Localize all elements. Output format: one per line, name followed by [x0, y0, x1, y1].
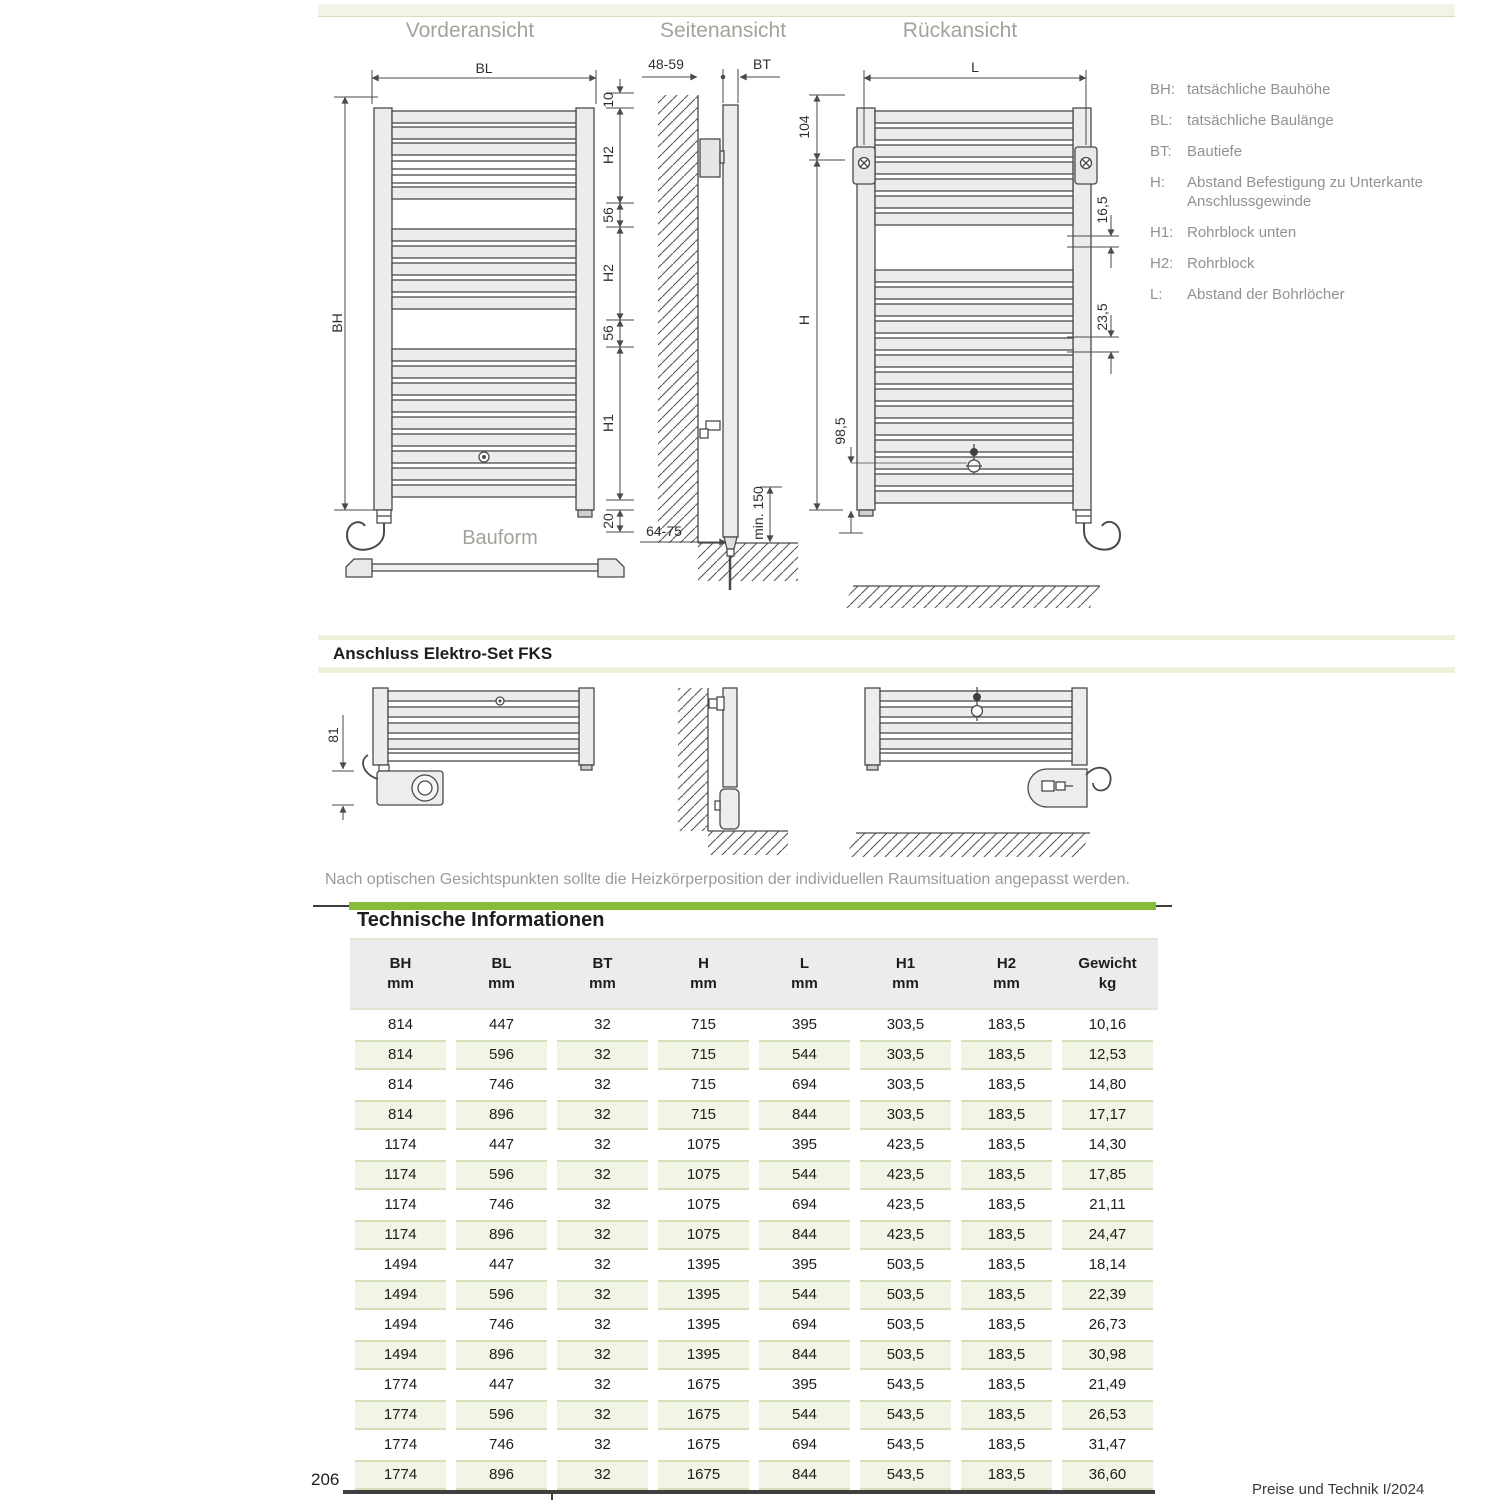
table-cell: 1774	[355, 1460, 446, 1490]
front-view-drawing	[320, 55, 650, 630]
table-cell: 32	[557, 1340, 648, 1370]
table-cell: 183,5	[961, 1160, 1052, 1190]
legend-item	[1150, 111, 1450, 130]
column-header-l: L mm	[791, 955, 818, 992]
table-cell: 1075	[658, 1160, 749, 1190]
column-header-bh: BH mm	[387, 955, 414, 992]
legend-key: H:	[1150, 174, 1165, 191]
legend-item	[1150, 142, 1450, 161]
table-header-row	[350, 938, 1158, 1010]
table-body	[350, 1010, 1158, 1490]
table-cell: 896	[456, 1340, 547, 1370]
rear-view-drawing	[795, 55, 1135, 630]
dim-label-10: 10	[600, 92, 616, 108]
legend-key: H2:	[1150, 255, 1174, 272]
table-cell: 32	[594, 1376, 611, 1393]
dimension-legend	[1150, 80, 1450, 316]
page-number: 206	[311, 1470, 340, 1489]
table-cell: 503,5	[886, 1316, 925, 1333]
legend-text: Rohrblock	[1187, 255, 1255, 272]
table-cell: 32	[557, 1220, 648, 1250]
table-cell: 32	[594, 1316, 611, 1333]
table-cell: 1494	[383, 1316, 418, 1333]
table-cell: 1075	[658, 1220, 749, 1250]
dim-label-23-5: 23,5	[1094, 303, 1110, 331]
table-cell: 24,47	[1062, 1220, 1153, 1250]
table-cell: 746	[488, 1196, 515, 1213]
dim-label-98-5: 98,5	[832, 417, 848, 445]
table-cell: 1494	[383, 1256, 418, 1273]
table-cell: 32	[594, 1136, 611, 1153]
table-cell: 32	[557, 1160, 648, 1190]
legend-item	[1150, 285, 1450, 304]
table-cell: 30,98	[1062, 1340, 1153, 1370]
table-cell: 17,85	[1062, 1160, 1153, 1190]
dim-label-min-150: min. 150	[750, 486, 766, 540]
table-cell: 14,80	[1088, 1076, 1127, 1093]
table-row	[350, 1070, 1158, 1100]
bauform-label: Bauform	[462, 527, 538, 549]
fks-drawings	[320, 685, 1170, 870]
column-header-h: H mm	[690, 955, 717, 992]
table-cell: 694	[791, 1436, 818, 1453]
table-cell: 814	[355, 1100, 446, 1130]
legend-text: Bautiefe	[1187, 143, 1243, 160]
table-cell: 183,5	[987, 1376, 1026, 1393]
table-cell: 17,17	[1062, 1100, 1153, 1130]
table-cell: 395	[791, 1136, 818, 1153]
table-cell: 596	[456, 1280, 547, 1310]
divider-dark-left	[313, 905, 349, 907]
dim-label-h: H	[796, 314, 812, 326]
table-cell: 36,60	[1062, 1460, 1153, 1490]
table-cell: 596	[456, 1400, 547, 1430]
legend-text: Rohrblock unten	[1187, 224, 1297, 241]
legend-key: BL:	[1150, 112, 1173, 129]
table-row	[350, 1220, 1158, 1250]
table-cell: 746	[488, 1436, 515, 1453]
table-row	[350, 1130, 1158, 1160]
dim-label-104: 104	[796, 115, 812, 139]
table-cell: 1174	[384, 1196, 417, 1213]
table-cell: 814	[387, 1076, 414, 1093]
table-cell: 31,47	[1088, 1436, 1127, 1453]
table-cell: 544	[759, 1280, 850, 1310]
table-cell: 1494	[355, 1340, 446, 1370]
table-cell: 21,11	[1089, 1196, 1126, 1213]
table-cell: 32	[594, 1256, 611, 1273]
table-cell: 896	[456, 1460, 547, 1490]
table-cell: 1174	[355, 1220, 446, 1250]
table-cell: 1395	[686, 1256, 721, 1273]
legend-text: Abstand Befestigung zu Unterkante Anschlussgewinde	[1187, 174, 1423, 210]
legend-item	[1150, 254, 1450, 273]
table-row	[350, 1460, 1158, 1490]
side-view-title: Seitenansicht	[659, 19, 787, 42]
dim-label-20: 20	[600, 513, 616, 529]
table-cell: 1395	[686, 1316, 721, 1333]
table-cell: 447	[488, 1136, 515, 1153]
legend-item	[1150, 173, 1450, 211]
dim-label-16-5: 16,5	[1094, 196, 1110, 224]
table-row	[350, 1310, 1158, 1340]
table-cell: 896	[456, 1220, 547, 1250]
table-cell: 814	[355, 1040, 446, 1070]
table-row	[350, 1040, 1158, 1070]
table-row	[350, 1370, 1158, 1400]
table-cell: 1675	[658, 1460, 749, 1490]
legend-key: H1:	[1150, 224, 1174, 241]
table-cell: 1075	[686, 1196, 721, 1213]
table-cell: 303,5	[886, 1016, 925, 1033]
technical-data-table	[350, 938, 1158, 1490]
table-cell: 694	[791, 1076, 818, 1093]
column-header-bt: BT mm	[589, 955, 616, 992]
table-cell: 543,5	[860, 1400, 951, 1430]
table-cell: 1675	[686, 1376, 721, 1393]
table-cell: 183,5	[961, 1280, 1052, 1310]
column-header-gewicht: Gewicht kg	[1078, 955, 1137, 992]
table-cell: 1395	[658, 1280, 749, 1310]
rear-view-title: Rückansicht	[902, 19, 1018, 42]
table-cell: 183,5	[987, 1016, 1026, 1033]
table-cell: 543,5	[886, 1376, 925, 1393]
dim-label-bt: BT	[753, 56, 771, 72]
table-cell: 1774	[383, 1376, 418, 1393]
table-cell: 12,53	[1062, 1040, 1153, 1070]
table-cell: 183,5	[987, 1436, 1026, 1453]
legend-key: L:	[1150, 286, 1163, 303]
table-cell: 423,5	[860, 1160, 951, 1190]
table-cell: 1494	[355, 1280, 446, 1310]
dim-label-56-upper: 56	[600, 207, 616, 223]
column-header-bl: BL mm	[488, 955, 515, 992]
table-cell: 303,5	[860, 1100, 951, 1130]
legend-key: BH:	[1150, 81, 1176, 98]
table-cell: 694	[791, 1196, 818, 1213]
fks-band-bottom	[318, 667, 1455, 673]
table-cell: 183,5	[961, 1460, 1052, 1490]
table-cell: 715	[658, 1040, 749, 1070]
table-bottom-rule	[343, 1490, 1155, 1494]
table-row	[350, 1280, 1158, 1310]
dim-label-bl: BL	[475, 60, 493, 76]
table-cell: 715	[658, 1100, 749, 1130]
table-cell: 395	[791, 1256, 818, 1273]
table-cell: 746	[488, 1076, 515, 1093]
table-cell: 183,5	[961, 1040, 1052, 1070]
table-cell: 32	[557, 1100, 648, 1130]
table-cell: 1395	[658, 1340, 749, 1370]
table-cell: 447	[488, 1016, 515, 1033]
table-row	[350, 1010, 1158, 1040]
column-header-h1: H1 mm	[892, 955, 919, 992]
dim-label-bh: BH	[329, 313, 345, 333]
table-cell: 32	[557, 1040, 648, 1070]
table-cell: 14,30	[1088, 1136, 1127, 1153]
dim-label-h2-lower: H2	[600, 264, 616, 282]
table-cell: 183,5	[987, 1076, 1026, 1093]
table-cell: 1675	[658, 1400, 749, 1430]
table-cell: 183,5	[961, 1100, 1052, 1130]
table-cell: 503,5	[860, 1280, 951, 1310]
table-cell: 395	[791, 1016, 818, 1033]
table-cell: 32	[557, 1280, 648, 1310]
table-row	[350, 1190, 1158, 1220]
table-cell: 1675	[686, 1436, 721, 1453]
table-cell: 715	[690, 1016, 717, 1033]
table-row	[350, 1400, 1158, 1430]
table-cell: 32	[594, 1196, 611, 1213]
table-cell: 18,14	[1088, 1256, 1127, 1273]
legend-text: tatsächliche Bauhöhe	[1187, 81, 1331, 98]
column-header-h2: H2 mm	[993, 955, 1020, 992]
dim-label-48-59: 48-59	[648, 56, 684, 72]
table-cell: 715	[690, 1076, 717, 1093]
legend-text: tatsächliche Baulänge	[1187, 112, 1334, 129]
table-title: Technische Informationen	[357, 909, 605, 931]
dim-label-h1: H1	[600, 414, 616, 432]
table-cell: 447	[488, 1376, 515, 1393]
divider-dark-right	[1156, 905, 1172, 907]
table-cell: 26,53	[1062, 1400, 1153, 1430]
dim-label-l: L	[971, 59, 979, 75]
table-cell: 395	[791, 1376, 818, 1393]
fks-section-header	[318, 635, 1455, 673]
table-cell: 844	[759, 1100, 850, 1130]
legend-item	[1150, 223, 1450, 242]
table-cell: 32	[594, 1076, 611, 1093]
table-cell: 32	[594, 1436, 611, 1453]
table-cell: 1774	[383, 1436, 418, 1453]
table-cell: 596	[456, 1040, 547, 1070]
positioning-note: Nach optischen Gesichtspunkten sollte die Heizkörperposition der individuellen Raumsituation angepasst werden.	[325, 871, 1130, 888]
table-cell: 1774	[355, 1400, 446, 1430]
table-cell: 1174	[355, 1160, 446, 1190]
table-cell: 32	[557, 1460, 648, 1490]
table-cell: 544	[759, 1160, 850, 1190]
table-cell: 183,5	[987, 1316, 1026, 1333]
table-cell: 1075	[686, 1136, 721, 1153]
table-cell: 183,5	[987, 1256, 1026, 1273]
top-strip	[318, 4, 1455, 17]
table-cell: 694	[791, 1316, 818, 1333]
table-cell: 746	[488, 1316, 515, 1333]
table-cell: 183,5	[961, 1400, 1052, 1430]
table-cell: 10,16	[1088, 1016, 1127, 1033]
table-row	[350, 1100, 1158, 1130]
table-cell: 22,39	[1062, 1280, 1153, 1310]
table-cell: 447	[488, 1256, 515, 1273]
table-cell: 183,5	[961, 1340, 1052, 1370]
registration-tick	[551, 1494, 553, 1500]
table-cell: 183,5	[987, 1136, 1026, 1153]
table-cell: 423,5	[860, 1220, 951, 1250]
dim-label-64-75: 64-75	[646, 523, 682, 539]
table-cell: 423,5	[886, 1136, 925, 1153]
table-cell: 303,5	[886, 1076, 925, 1093]
table-cell: 1174	[384, 1136, 417, 1153]
table-row	[350, 1160, 1158, 1190]
table-cell: 844	[759, 1460, 850, 1490]
table-cell: 26,73	[1088, 1316, 1127, 1333]
table-row	[350, 1340, 1158, 1370]
table-cell: 183,5	[961, 1220, 1052, 1250]
table-cell: 543,5	[886, 1436, 925, 1453]
dim-label-81: 81	[325, 727, 341, 743]
side-view-drawing	[640, 55, 800, 630]
dim-label-56-lower: 56	[600, 325, 616, 341]
table-cell: 844	[759, 1220, 850, 1250]
table-cell: 303,5	[860, 1040, 951, 1070]
table-cell: 544	[759, 1400, 850, 1430]
table-cell: 896	[456, 1100, 547, 1130]
table-cell: 596	[456, 1160, 547, 1190]
legend-item	[1150, 80, 1450, 99]
table-cell: 844	[759, 1340, 850, 1370]
front-view-title: Vorderansicht	[405, 19, 535, 42]
fks-title: Anschluss Elektro-Set FKS	[318, 640, 1455, 667]
table-cell: 543,5	[860, 1460, 951, 1490]
table-cell: 183,5	[987, 1196, 1026, 1213]
table-cell: 814	[387, 1016, 414, 1033]
legend-key: BT:	[1150, 143, 1172, 160]
table-row	[350, 1250, 1158, 1280]
table-row	[350, 1430, 1158, 1460]
dim-label-h2-upper: H2	[600, 146, 616, 164]
table-cell: 32	[594, 1016, 611, 1033]
edition-label: Preise und Technik I/2024	[1252, 1481, 1425, 1498]
table-cell: 503,5	[860, 1340, 951, 1370]
table-cell: 32	[557, 1400, 648, 1430]
table-cell: 423,5	[886, 1196, 925, 1213]
table-cell: 21,49	[1088, 1376, 1127, 1393]
legend-text: Abstand der Bohrlöcher	[1187, 286, 1345, 303]
table-cell: 503,5	[886, 1256, 925, 1273]
table-cell: 544	[759, 1040, 850, 1070]
